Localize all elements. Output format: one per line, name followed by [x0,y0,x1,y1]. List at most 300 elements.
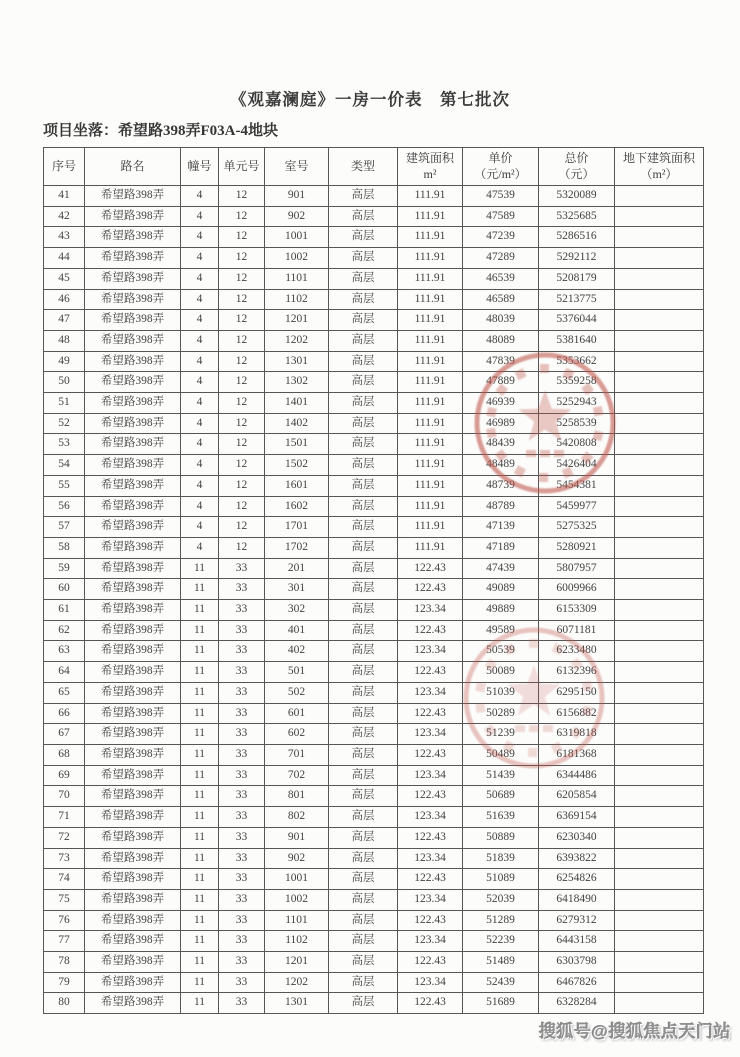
cell-road: 希望路398弄 [85,434,181,455]
table-row [44,931,704,952]
cell-room: 1202 [265,972,329,993]
cell-underground [615,972,704,993]
cell-total-price: 6071181 [539,620,615,641]
cell-road: 希望路398弄 [85,330,181,351]
column-header-underground: 地下建筑面积 （m²） [615,148,704,186]
cell-unit-price: 47889 [463,372,539,393]
cell-area: 122.43 [398,993,463,1014]
cell-seq: 78 [44,952,85,973]
column-header-unit: 单元号 [219,148,265,186]
cell-total-price: 6279312 [539,910,615,931]
table-row [44,558,704,579]
cell-underground [615,351,704,372]
cell-unit-price: 48739 [463,475,539,496]
cell-unit: 12 [219,268,265,289]
cell-type: 高层 [329,682,398,703]
cell-unit-price: 51089 [463,869,539,890]
cell-unit-price: 49089 [463,579,539,600]
cell-unit: 12 [219,517,265,538]
cell-seq: 72 [44,827,85,848]
cell-seq: 56 [44,496,85,517]
cell-road: 希望路398弄 [85,910,181,931]
cell-unit: 12 [219,227,265,248]
cell-seq: 44 [44,248,85,269]
cell-area: 111.91 [398,289,463,310]
cell-seq: 65 [44,682,85,703]
column-header-building: 幢号 [181,148,219,186]
cell-unit-price: 47139 [463,517,539,538]
cell-underground [615,662,704,683]
cell-seq: 73 [44,848,85,869]
cell-building: 11 [181,724,219,745]
cell-seq: 80 [44,993,85,1014]
cell-unit: 12 [219,372,265,393]
cell-building: 11 [181,662,219,683]
column-header-seq: 序号 [44,148,85,186]
cell-underground [615,724,704,745]
cell-seq: 66 [44,703,85,724]
cell-area: 122.43 [398,558,463,579]
cell-unit: 12 [219,537,265,558]
cell-type: 高层 [329,434,398,455]
cell-building: 11 [181,910,219,931]
table-row [44,393,704,414]
cell-room: 1201 [265,952,329,973]
cell-underground [615,330,704,351]
cell-total-price: 6295150 [539,682,615,703]
table-row [44,496,704,517]
table-row [44,620,704,641]
cell-area: 123.34 [398,682,463,703]
cell-room: 1102 [265,289,329,310]
table-row [44,351,704,372]
cell-building: 4 [181,268,219,289]
cell-underground [615,744,704,765]
cell-road: 希望路398弄 [85,952,181,973]
cell-unit: 12 [219,434,265,455]
cell-room: 1602 [265,496,329,517]
cell-building: 4 [181,372,219,393]
cell-unit: 33 [219,765,265,786]
cell-seq: 77 [44,931,85,952]
cell-unit: 12 [219,248,265,269]
table-header [44,148,704,186]
cell-road: 希望路398弄 [85,268,181,289]
cell-seq: 41 [44,186,85,207]
cell-unit-price: 48489 [463,455,539,476]
cell-unit-price: 52039 [463,889,539,910]
cell-area: 122.43 [398,910,463,931]
cell-area: 111.91 [398,351,463,372]
cell-area: 111.91 [398,206,463,227]
cell-underground [615,993,704,1014]
cell-building: 11 [181,972,219,993]
cell-room: 902 [265,206,329,227]
cell-room: 302 [265,600,329,621]
cell-road: 希望路398弄 [85,682,181,703]
cell-type: 高层 [329,579,398,600]
cell-building: 4 [181,351,219,372]
sohu-watermark: 搜狐号@搜狐焦点天门站 [538,1022,731,1041]
cell-type: 高层 [329,558,398,579]
cell-room: 1401 [265,393,329,414]
cell-road: 希望路398弄 [85,393,181,414]
cell-total-price: 6303798 [539,952,615,973]
cell-total-price: 5353662 [539,351,615,372]
table-row [44,972,704,993]
table-row [44,765,704,786]
cell-total-price: 5320089 [539,186,615,207]
cell-seq: 67 [44,724,85,745]
cell-seq: 71 [44,807,85,828]
cell-road: 希望路398弄 [85,186,181,207]
table-row [44,682,704,703]
cell-total-price: 6443158 [539,931,615,952]
cell-road: 希望路398弄 [85,620,181,641]
cell-unit: 12 [219,475,265,496]
cell-building: 4 [181,496,219,517]
cell-underground [615,475,704,496]
cell-room: 1601 [265,475,329,496]
cell-building: 11 [181,931,219,952]
table-row [44,434,704,455]
cell-type: 高层 [329,413,398,434]
cell-underground [615,393,704,414]
cell-seq: 69 [44,765,85,786]
cell-total-price: 6156882 [539,703,615,724]
cell-type: 高层 [329,496,398,517]
cell-total-price: 5213775 [539,289,615,310]
cell-area: 123.34 [398,889,463,910]
column-header-type: 类型 [329,148,398,186]
cell-area: 111.91 [398,537,463,558]
cell-room: 1301 [265,351,329,372]
cell-building: 11 [181,703,219,724]
cell-road: 希望路398弄 [85,248,181,269]
cell-road: 希望路398弄 [85,496,181,517]
table-row [44,993,704,1014]
cell-seq: 74 [44,869,85,890]
cell-type: 高层 [329,393,398,414]
cell-building: 11 [181,848,219,869]
cell-seq: 59 [44,558,85,579]
cell-area: 123.34 [398,641,463,662]
cell-unit-price: 52439 [463,972,539,993]
cell-unit-price: 47289 [463,248,539,269]
cell-underground [615,579,704,600]
cell-total-price: 5325685 [539,206,615,227]
cell-building: 11 [181,807,219,828]
cell-seq: 47 [44,310,85,331]
cell-seq: 55 [44,475,85,496]
cell-road: 希望路398弄 [85,703,181,724]
cell-area: 111.91 [398,227,463,248]
table-row [44,869,704,890]
cell-building: 11 [181,869,219,890]
cell-type: 高层 [329,910,398,931]
cell-underground [615,931,704,952]
table-row [44,600,704,621]
cell-road: 希望路398弄 [85,807,181,828]
cell-underground [615,496,704,517]
cell-unit: 33 [219,682,265,703]
cell-road: 希望路398弄 [85,972,181,993]
cell-seq: 57 [44,517,85,538]
cell-area: 123.34 [398,600,463,621]
cell-building: 4 [181,517,219,538]
cell-area: 122.43 [398,952,463,973]
cell-area: 111.91 [398,475,463,496]
cell-road: 希望路398弄 [85,827,181,848]
cell-area: 122.43 [398,703,463,724]
table-row [44,206,704,227]
cell-unit-price: 46589 [463,289,539,310]
cell-unit: 33 [219,724,265,745]
cell-seq: 63 [44,641,85,662]
cell-unit-price: 51039 [463,682,539,703]
cell-underground [615,600,704,621]
cell-road: 希望路398弄 [85,641,181,662]
cell-building: 4 [181,475,219,496]
cell-unit: 12 [219,413,265,434]
cell-underground [615,248,704,269]
cell-total-price: 5286516 [539,227,615,248]
cell-area: 122.43 [398,827,463,848]
cell-road: 希望路398弄 [85,475,181,496]
cell-unit: 33 [219,952,265,973]
cell-road: 希望路398弄 [85,765,181,786]
cell-seq: 43 [44,227,85,248]
cell-road: 希望路398弄 [85,724,181,745]
cell-area: 123.34 [398,807,463,828]
table-row [44,724,704,745]
project-location: 项目坐落：希望路398弄F03A-4地块 [43,123,278,139]
cell-underground [615,889,704,910]
cell-unit-price: 47589 [463,206,539,227]
cell-type: 高层 [329,827,398,848]
cell-room: 502 [265,682,329,703]
cell-unit-price: 47239 [463,227,539,248]
cell-unit-price: 46539 [463,268,539,289]
cell-area: 111.91 [398,372,463,393]
cell-type: 高层 [329,248,398,269]
cell-unit: 33 [219,993,265,1014]
cell-unit: 12 [219,351,265,372]
cell-underground [615,703,704,724]
cell-unit-price: 49889 [463,600,539,621]
cell-room: 1001 [265,227,329,248]
table-row [44,289,704,310]
cell-area: 111.91 [398,517,463,538]
table-row [44,744,704,765]
cell-seq: 76 [44,910,85,931]
cell-total-price: 6393822 [539,848,615,869]
cell-area: 123.34 [398,931,463,952]
cell-underground [615,310,704,331]
cell-area: 123.34 [398,765,463,786]
cell-room: 1402 [265,413,329,434]
cell-room: 1101 [265,910,329,931]
cell-total-price: 6418490 [539,889,615,910]
cell-seq: 68 [44,744,85,765]
cell-underground [615,641,704,662]
cell-building: 11 [181,952,219,973]
cell-type: 高层 [329,600,398,621]
cell-unit-price: 50289 [463,703,539,724]
cell-type: 高层 [329,641,398,662]
cell-total-price: 6181368 [539,744,615,765]
cell-type: 高层 [329,765,398,786]
cell-seq: 62 [44,620,85,641]
cell-area: 122.43 [398,620,463,641]
cell-unit-price: 48089 [463,330,539,351]
cell-underground [615,620,704,641]
column-header-total-price: 总价 （元） [539,148,615,186]
cell-seq: 75 [44,889,85,910]
table-row [44,641,704,662]
cell-unit: 12 [219,393,265,414]
cell-building: 11 [181,641,219,662]
cell-unit: 33 [219,703,265,724]
cell-room: 1702 [265,537,329,558]
cell-area: 122.43 [398,786,463,807]
cell-total-price: 6153309 [539,600,615,621]
cell-room: 802 [265,807,329,828]
cell-building: 4 [181,434,219,455]
cell-road: 希望路398弄 [85,848,181,869]
table-row [44,537,704,558]
table-row [44,579,704,600]
cell-underground [615,455,704,476]
cell-building: 11 [181,682,219,703]
cell-type: 高层 [329,972,398,993]
cell-underground [615,537,704,558]
cell-room: 301 [265,579,329,600]
cell-unit-price: 51839 [463,848,539,869]
column-header-area: 建筑面积 m² [398,148,463,186]
cell-total-price: 5359258 [539,372,615,393]
cell-room: 901 [265,186,329,207]
cell-room: 1301 [265,993,329,1014]
cell-unit: 33 [219,744,265,765]
cell-unit-price: 51689 [463,993,539,1014]
cell-type: 高层 [329,703,398,724]
cell-area: 123.34 [398,724,463,745]
column-header-road: 路名 [85,148,181,186]
cell-total-price: 5420808 [539,434,615,455]
cell-type: 高层 [329,620,398,641]
cell-area: 111.91 [398,268,463,289]
cell-underground [615,372,704,393]
cell-road: 希望路398弄 [85,786,181,807]
table-row [44,227,704,248]
cell-unit-price: 51289 [463,910,539,931]
cell-unit: 33 [219,869,265,890]
cell-road: 希望路398弄 [85,310,181,331]
cell-unit: 33 [219,848,265,869]
cell-total-price: 5381640 [539,330,615,351]
cell-unit-price: 50539 [463,641,539,662]
table-row [44,413,704,434]
cell-road: 希望路398弄 [85,744,181,765]
cell-type: 高层 [329,475,398,496]
cell-area: 111.91 [398,186,463,207]
cell-total-price: 5426404 [539,455,615,476]
cell-unit-price: 47189 [463,537,539,558]
cell-building: 4 [181,393,219,414]
cell-seq: 52 [44,413,85,434]
cell-type: 高层 [329,744,398,765]
cell-unit-price: 50889 [463,827,539,848]
cell-road: 希望路398弄 [85,931,181,952]
page-title: 《观嘉澜庭》一房一价表 第七批次 [230,90,510,109]
cell-type: 高层 [329,952,398,973]
cell-unit-price: 49589 [463,620,539,641]
cell-type: 高层 [329,993,398,1014]
cell-type: 高层 [329,455,398,476]
cell-area: 123.34 [398,972,463,993]
table-row [44,952,704,973]
cell-seq: 46 [44,289,85,310]
cell-road: 希望路398弄 [85,869,181,890]
cell-building: 4 [181,227,219,248]
cell-room: 402 [265,641,329,662]
cell-unit-price: 46939 [463,393,539,414]
cell-unit: 12 [219,289,265,310]
cell-underground [615,289,704,310]
cell-seq: 50 [44,372,85,393]
cell-unit-price: 46989 [463,413,539,434]
cell-underground [615,848,704,869]
cell-room: 702 [265,765,329,786]
cell-underground [615,910,704,931]
cell-unit: 12 [219,330,265,351]
cell-unit-price: 52239 [463,931,539,952]
cell-underground [615,227,704,248]
cell-road: 希望路398弄 [85,455,181,476]
cell-area: 111.91 [398,330,463,351]
price-table [43,147,704,1014]
cell-building: 4 [181,186,219,207]
cell-seq: 48 [44,330,85,351]
cell-total-price: 5292112 [539,248,615,269]
cell-unit: 12 [219,496,265,517]
table-row [44,889,704,910]
cell-building: 4 [181,206,219,227]
cell-unit-price: 50489 [463,744,539,765]
cell-room: 1502 [265,455,329,476]
cell-type: 高层 [329,206,398,227]
cell-unit-price: 51439 [463,765,539,786]
cell-room: 1302 [265,372,329,393]
cell-unit: 12 [219,310,265,331]
cell-area: 111.91 [398,455,463,476]
cell-underground [615,765,704,786]
cell-road: 希望路398弄 [85,600,181,621]
cell-total-price: 6467826 [539,972,615,993]
cell-type: 高层 [329,330,398,351]
cell-building: 4 [181,330,219,351]
cell-seq: 79 [44,972,85,993]
cell-road: 希望路398弄 [85,372,181,393]
cell-total-price: 5280921 [539,537,615,558]
column-header-unit-price: 单价 （元/m²） [463,148,539,186]
cell-road: 希望路398弄 [85,227,181,248]
cell-room: 201 [265,558,329,579]
cell-building: 4 [181,310,219,331]
cell-seq: 54 [44,455,85,476]
cell-total-price: 5376044 [539,310,615,331]
